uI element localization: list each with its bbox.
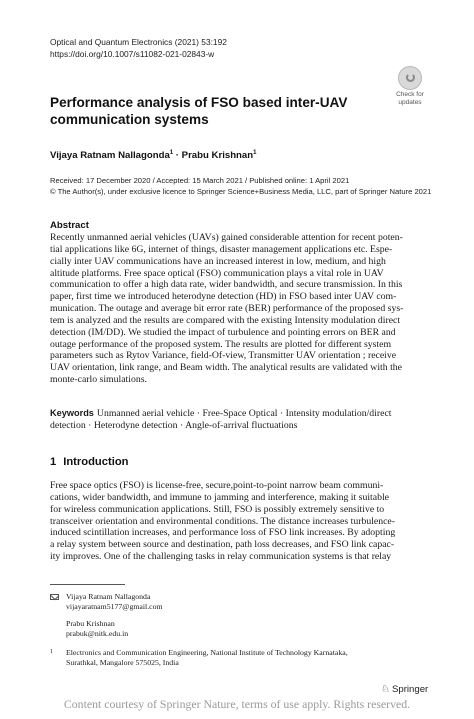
journal-header [50,37,227,60]
keywords-block [50,407,425,432]
keywords-line: Unmanned aerial vehicle · Free-Space Optical · Intensity modulation/direct [96,408,392,419]
check-for-updates-line1: Check for [396,91,424,98]
journal-citation: Optical and Quantum Electronics (2021) 53:192 [50,37,227,47]
abstract-line: communication to offer a high data rate, wider bandwidth, and secure transmission. In this [50,279,403,291]
abstract-line: parameters such as Rytov Variance, field-Of-view, Transmitter UAV orientation ; receive [50,350,397,362]
contact-email[interactable]: vijayaratnam5177@gmail.com [66,601,163,611]
affiliation-marker: 1 [253,150,257,156]
check-for-updates-line2: updates [398,99,422,106]
doi-link[interactable]: https://doi.org/10.1007/s11082-021-02843-w [50,48,215,59]
affiliation-marker: 1 [169,150,174,156]
section-number: 1 [50,456,57,468]
introduction-body [50,480,425,563]
author-list [50,150,256,161]
abstract-line: paper, first time we introduced heterodyne detection (HD) in FSO based inter UAV com- [50,291,397,303]
check-for-updates-icon [398,66,422,90]
author-separator: · [173,150,182,162]
body-line: a relay system between source and destination, path loss decreases, and FSO link capac- [50,539,395,551]
abstract-line: monte-carlo simulations. [50,374,147,386]
paper-title: Performance analysis of FSO based inter-UAV communication systems [50,95,348,127]
courtesy-watermark: Content courtesy of Springer Nature, terms of use apply. Rights reserved. [63,697,411,711]
affiliation [66,648,426,668]
abstract-line: outage performance of the proposed system. The results are plotted for different system [50,338,392,350]
abstract-line: cially inter UAV communications have an increased interest in low, medium, and high [50,255,386,267]
affiliation-number: 1 [50,649,53,655]
publisher-logo [381,684,428,695]
publication-dates: Received: 17 December 2020 / Accepted: 15 March 2021 / Published online: 1 April 2021 [50,176,350,185]
abstract-body [50,232,425,386]
body-line: transceiver orientation and environmental conditions. The distance increases turbulence- [50,515,396,527]
abstract-line: tial applications like 6G, internet of things, disaster management applications etc. Espe- [50,243,393,255]
affiliation-line: Surathkal, Mangalore 575025, India [66,657,179,667]
abstract-line: UAV orientation, link range, and Beam width. The analytical results are validated with the [50,362,402,374]
abstract-line: munication. The outage and average bit error rate (BER) performance of the proposed sys- [50,303,404,315]
keywords-line: detection · Heterodyne detection · Angle-of-arrival fluctuations [50,420,298,431]
contact-name: Prabu Krishnan [66,619,115,628]
section-title: Introduction [63,456,129,468]
contact-email[interactable]: prabuk@nitk.edu.in [66,628,129,638]
corresponding-contact [66,592,366,612]
body-line: cations, wider bandwidth, and immune to jamming and interference, making it suitable [50,491,389,503]
body-line: for wireless communication applications. Still, FSO is possibly extremely sensitive to [50,503,385,515]
body-line: induced scintillation increases, and performance loss of FSO link increases. By adopting [50,527,396,539]
section-heading-introduction [50,456,128,468]
abstract-heading: Abstract [50,220,89,231]
body-line: ity improves. One of the challenging tasks in relay communication systems is that relay [50,551,392,563]
author-name[interactable]: Vijaya Ratnam Nallagonda [50,150,170,162]
footnote-divider [50,584,125,585]
envelope-icon-wrap [50,592,62,602]
abstract-line: detection (IM/DD). We studied the impact of turbulence and pointing errors on BER and [50,326,396,338]
abstract-line: tem is analyzed and the results are compared with the existing Intensity modulation direct [50,314,401,326]
second-contact [66,619,366,639]
body-line: Free space optics (FSO) is license-free, secure,point-to-point narrow beam communi- [50,480,384,491]
author-name[interactable]: Prabu Krishnan [181,150,254,162]
envelope-icon [50,594,59,600]
copyright-notice: © The Author(s), under exclusive licence to Springer Science+Business Media, LLC, part of Springer Nature 2021 [50,186,432,196]
abstract-line: Recently unmanned aerial vehicles (UAVs) gained considerable attention for recent poten- [50,232,403,243]
springer-horse-icon: ♘ [381,684,390,695]
affiliation-line: Electronics and Communication Engineering, National Institute of Technology Karnataka, [66,648,348,657]
abstract-line: altitude platforms. Free space optical (FSO) communication plays a vital role in UAV [50,267,384,279]
contact-name: Vijaya Ratnam Nallagonda [66,592,151,601]
publication-info [50,176,431,197]
publisher-name: Springer [391,684,429,695]
keywords-heading: Keywords [50,408,94,418]
